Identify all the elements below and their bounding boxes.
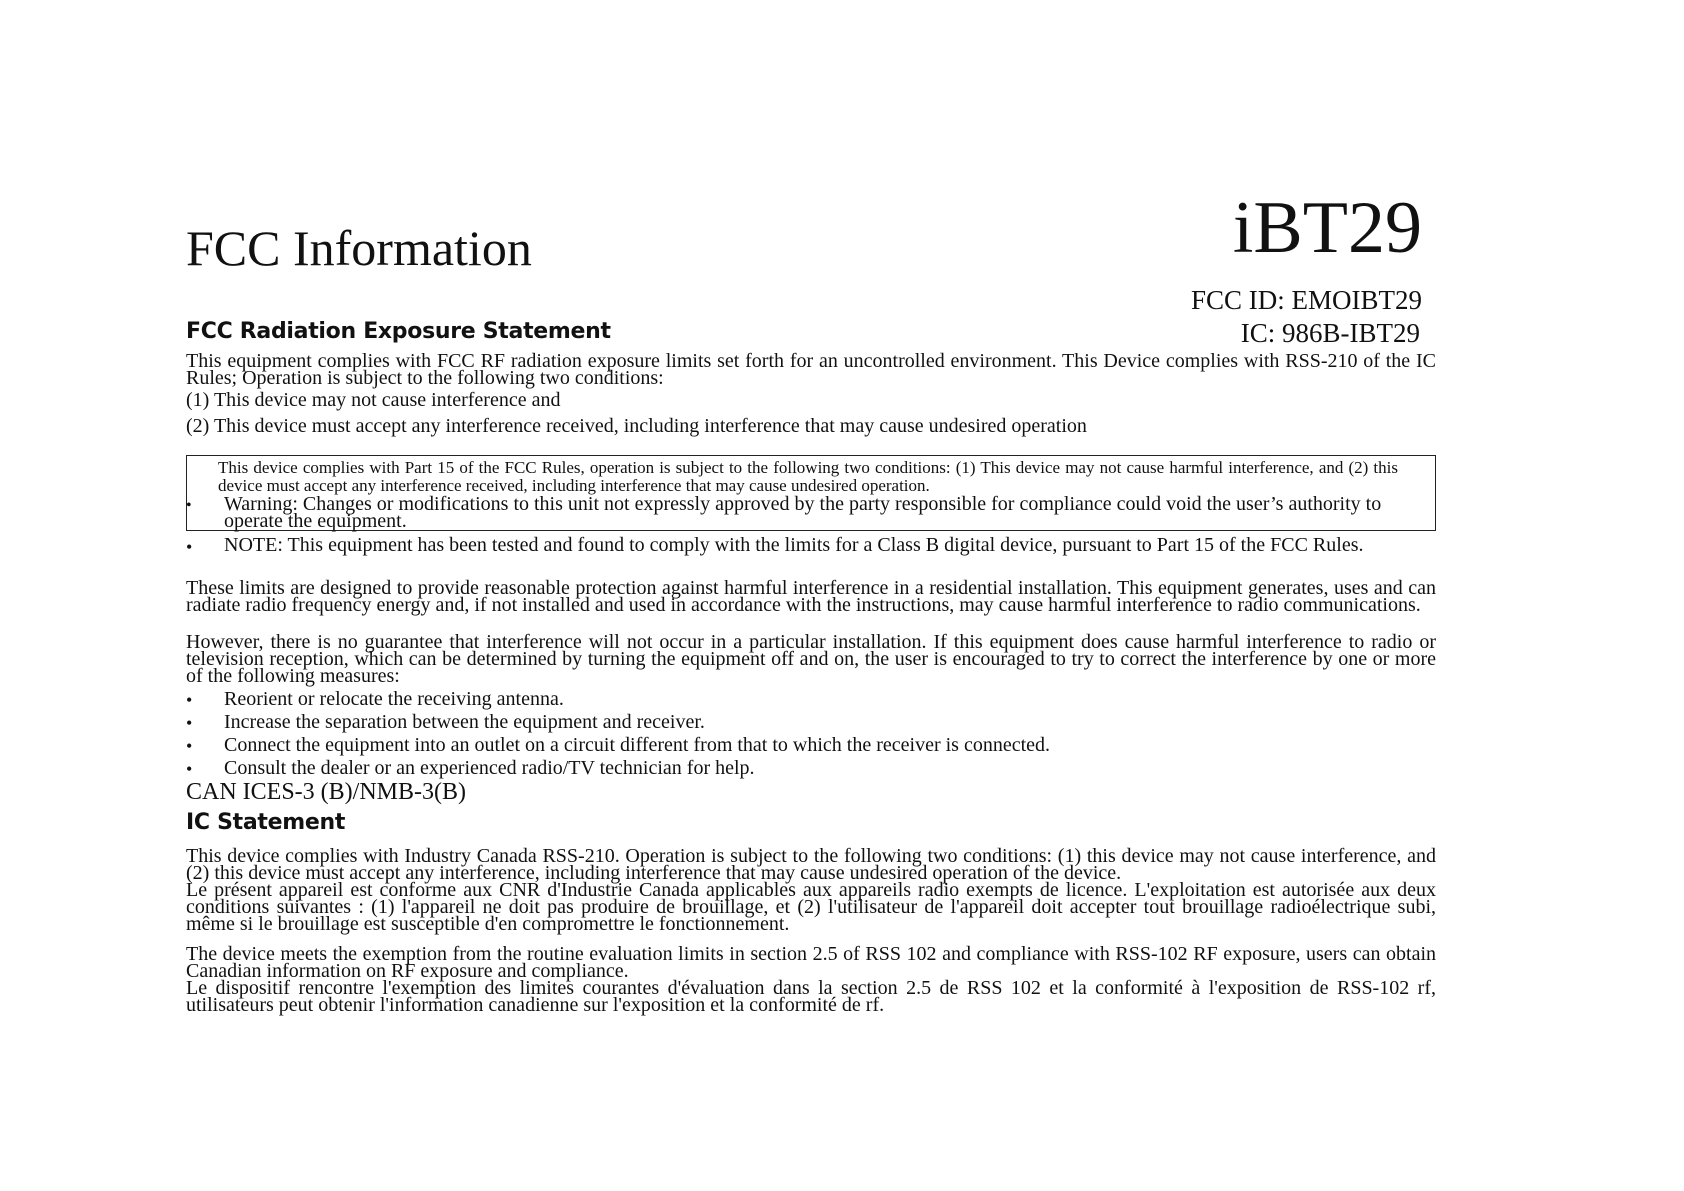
warning-text: Warning: Changes or modifications to this unit not expressly approved by the party responsible for compliance could void the user’s authority to operate the equipment. [224,493,1382,532]
condition-2: (2) This device must accept any interference received, including interference that may cause undesired operation [186,415,1087,437]
ic-statement-fr: Le présent appareil est conforme aux CNR d'Industrie Canada applicables aux appareils radio exempts de licence. L'exploitation est autorisée aux deux conditions suivantes : (1) l'appareil ne doit pas produire de brouillage, et (2) l'utilisateur de l'appareil doit accepter tout brouillage radioélectrique subi, même si le brouillage est susceptible d'en compromettre le fonctionnement. [186,879,1436,935]
measure-item-4: Consult the dealer or an experienced radio/TV technician for help. [224,757,755,779]
can-ices-label: CAN ICES-3 (B)/NMB-3(B) [186,779,466,805]
part15-text: This device complies with Part 15 of the FCC Rules, operation is subject to the following two conditions: (1) This device may not cause harmful interference, and (2) this device must accept any interference received, including interference that may cause undesired operation. [218,458,1398,495]
measure-item-2: Increase the separation between the equipment and receiver. [224,711,705,733]
ic-id: IC: 986B-IBT29 [1240,318,1420,348]
measure-bullet: • [186,759,193,779]
measure-bullet: • [186,713,193,733]
fcc-id: FCC ID: EMOIBT29 [1190,285,1422,315]
ic-statement-en: This device complies with Industry Canada RSS-210. Operation is subject to the following two conditions: (1) this device may not cause interference, and (2) this device must accept any interference, including interference that may cause undesired operation of the device. [186,845,1436,884]
measure-bullet: • [186,736,193,756]
note-bullet: • [186,537,193,557]
ic-heading: IC Statement [186,810,346,835]
warning-bullet: • [186,497,192,514]
limits-paragraph: These limits are designed to provide reasonable protection against harmful interference in a residential installation. This equipment generates, uses and can radiate radio frequency energy and, if not installed and used in accordance with the instructions, may cause harmful interference to radio communications. [186,577,1436,616]
measure-bullet: • [186,690,193,710]
radiation-intro: This equipment complies with FCC RF radiation exposure limits set forth for an uncontrolled environment. This Device complies with RSS-210 of the IC Rules; Operation is subject to the following two conditions: [186,350,1436,389]
page-title: FCC Information [186,220,532,276]
condition-1: (1) This device may not cause interference and [186,389,561,411]
measure-item-3: Connect the equipment into an outlet on a circuit different from that to which the receiver is connected. [224,734,1051,756]
however-paragraph: However, there is no guarantee that interference will not occur in a particular installation. If this equipment does cause harmful interference to radio or television reception, which can be determined by turning the equipment off and on, the user is encouraged to try to correct the interference by one or more of the following measures: [186,631,1436,687]
model-name: iBT29 [1232,187,1422,269]
exemption-en: The device meets the exemption from the routine evaluation limits in section 2.5 of RSS 102 and compliance with RSS-102 RF exposure, users can obtain Canadian information on RF exposure and compliance. [186,943,1436,982]
note-text: NOTE: This equipment has been tested and found to comply with the limits for a Class B digital device, pursuant to Part 15 of the FCC Rules. [224,534,1364,556]
exemption-fr: Le dispositif rencontre l'exemption des limites courantes d'évaluation dans la section 2.5 de RSS 102 et la conformité à l'exposition de RSS-102 rf, utilisateurs peut obtenir l'information canadienne sur l'exposition et la conformité de rf. [186,977,1436,1016]
radiation-heading: FCC Radiation Exposure Statement [186,319,611,344]
measure-item-1: Reorient or relocate the receiving antenna. [224,688,564,710]
